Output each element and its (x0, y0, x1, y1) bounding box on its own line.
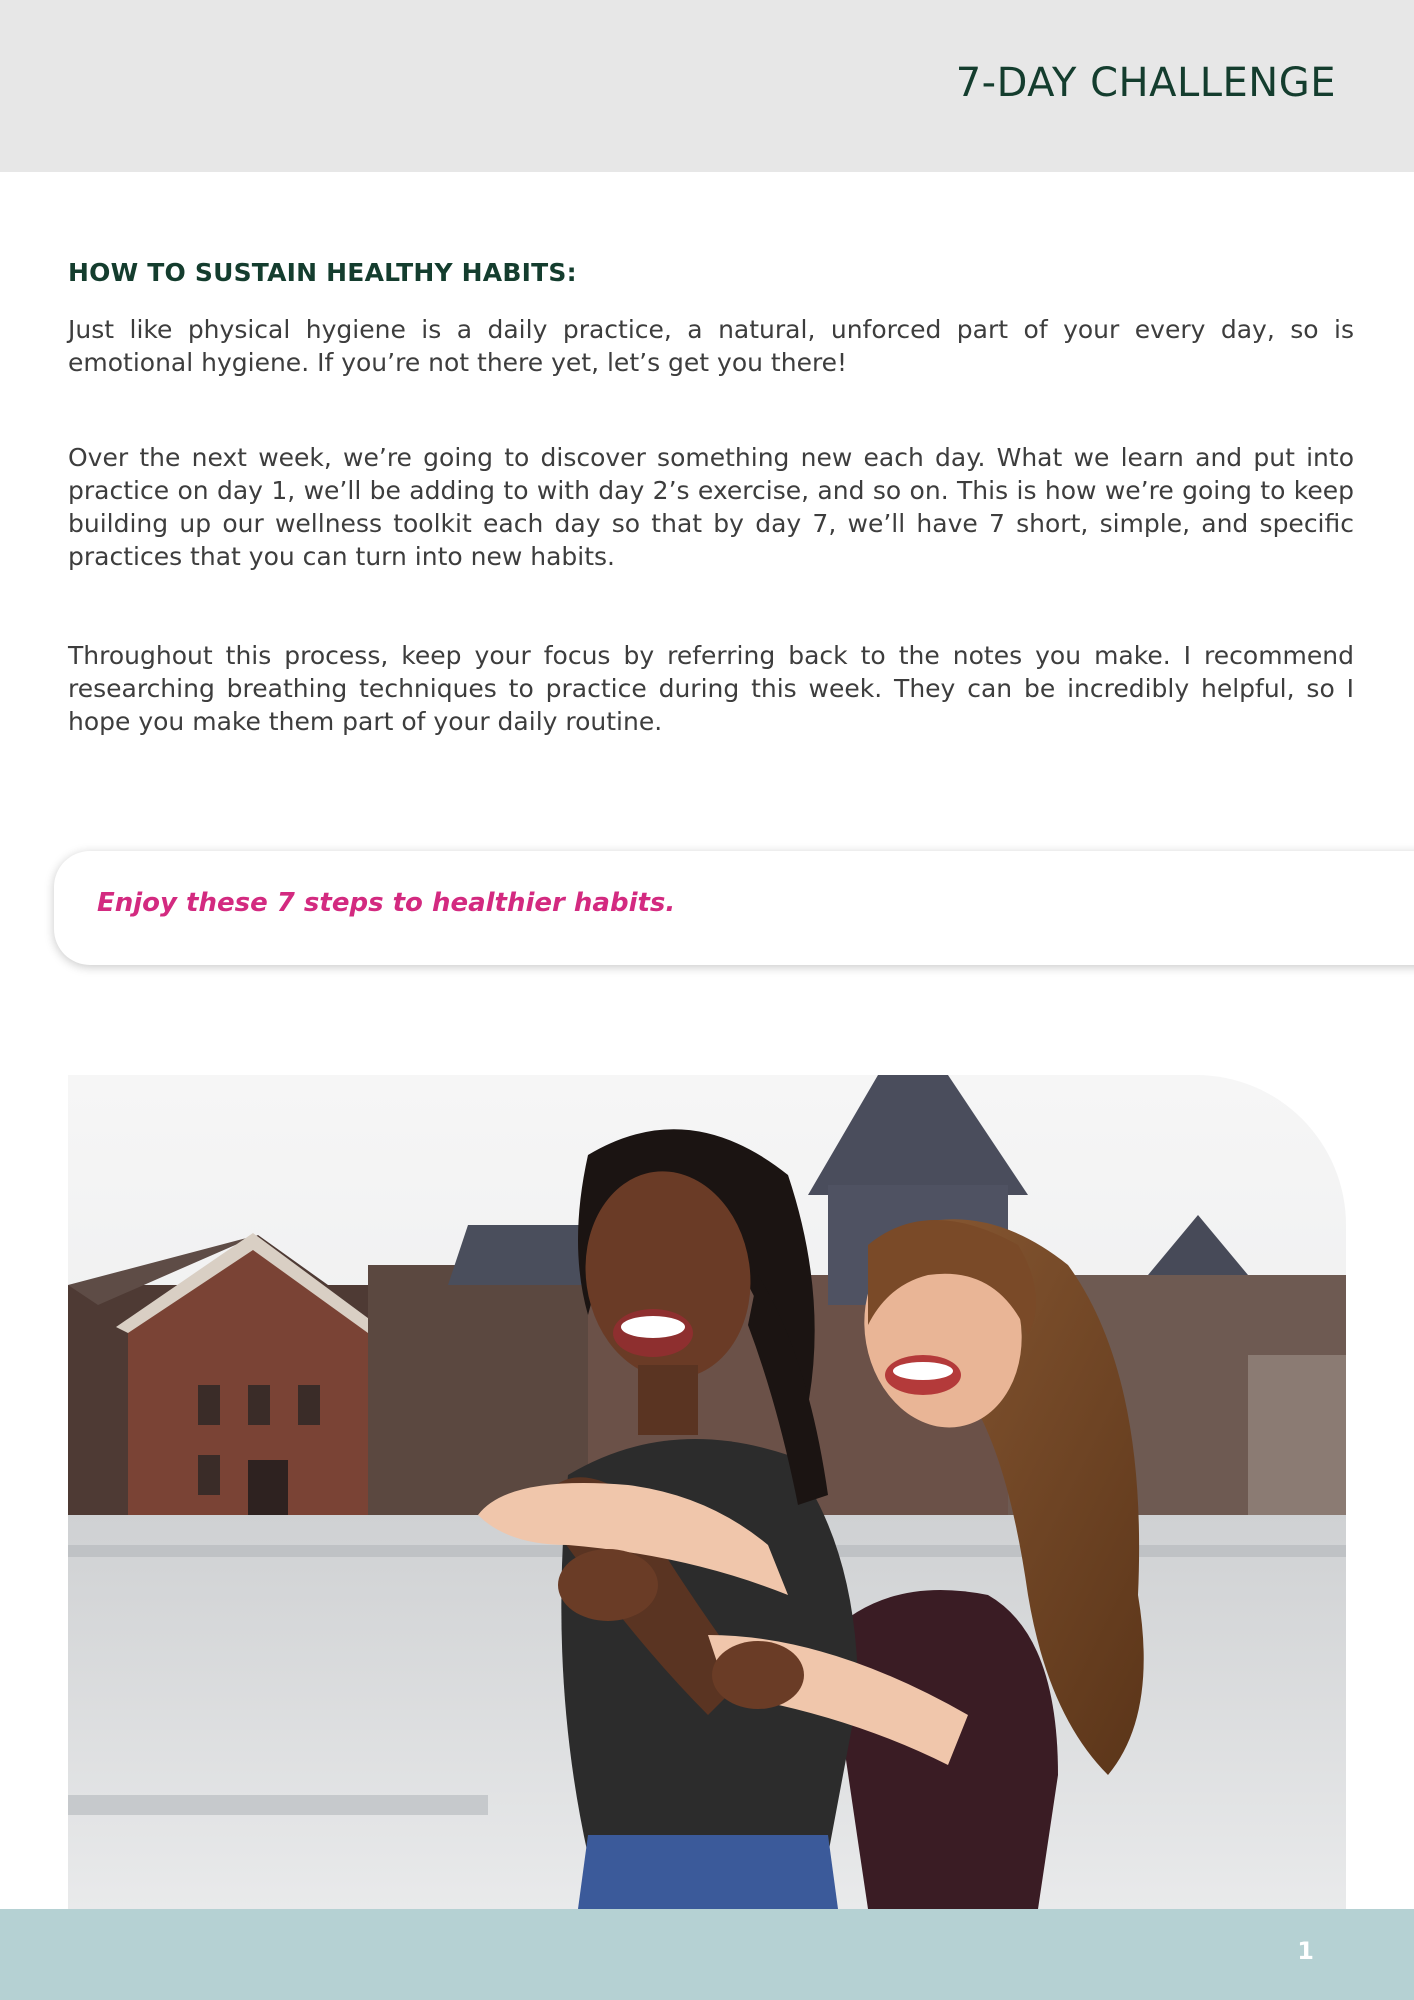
footer-band (0, 1909, 1414, 2000)
photo-illustration (68, 1075, 1346, 1909)
hero-photo (68, 1075, 1346, 1909)
paragraph-breathing-tip: Throughout this process, keep your focus by referring back to the notes you make. I recommend researching breathing techniques to practice during this week. They can be incredibly helpful, so I hope you make them part of your daily routine. (68, 641, 1354, 736)
callout-text: Enjoy these 7 steps to healthier habits. (97, 888, 676, 918)
paragraph-intro: Just like physical hygiene is a daily practice, a natural, unforced part of your every day, so is emotional hygiene. If you’re not there yet, let’s get you there! (68, 315, 1354, 377)
page-title: 7-DAY CHALLENGE (955, 60, 1336, 106)
paragraph-week-plan: Over the next week, we’re going to discover something new each day. What we learn and put into practice on day 1, we’ll be adding to with day 2’s exercise, and so on. This is how we’re going to keep building up our wellness toolkit each day so that by day 7, we’ll have 7 short, simple, and specific practices that you can turn into new habits. (68, 443, 1354, 571)
main-content (68, 258, 1354, 738)
callout-box (54, 851, 1414, 965)
section-heading: HOW TO SUSTAIN HEALTHY HABITS: (68, 258, 577, 287)
page-number: 1 (1297, 1937, 1314, 1965)
header-band (0, 0, 1414, 172)
